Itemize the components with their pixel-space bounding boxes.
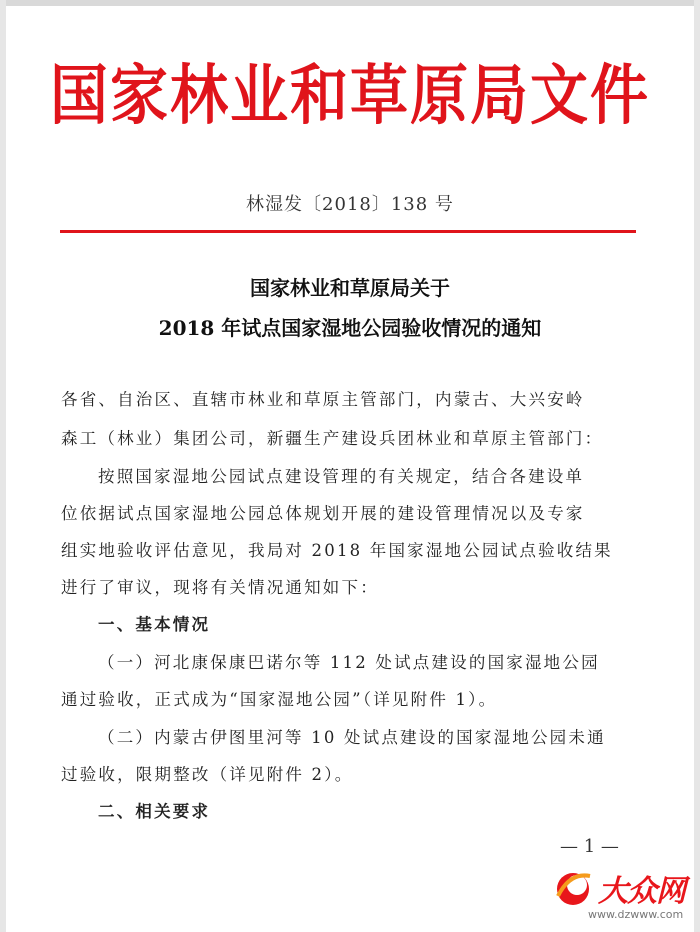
item-2-line-2: 过验收，限期整改（详见附件 2）。 [61,765,354,784]
intro-line-1: 按照国家湿地公园试点建设管理的有关规定，结合各建设单 [98,467,585,486]
issuer-header-title: 国家林业和草原局文件 [49,56,650,134]
scan-border-top [0,0,700,6]
intro-line-3: 组实地验收评估意见，我局对 2018 年国家湿地公园试点验收结果 [61,541,613,560]
watermark-brand: 大众网 [598,874,685,909]
scan-border-left [0,0,6,932]
item-1-line-2: 通过验收，正式成为“国家湿地公园”（详见附件 1）。 [61,690,498,709]
document-number: 林湿发〔2018〕138 号 [246,194,454,215]
recipients-line-1: 各省、自治区、直辖市林业和草原主管部门，内蒙古、大兴安岭 [61,390,585,409]
page-number: — 1 — [560,836,619,857]
intro-line-2: 位依据试点国家湿地公园总体规划开展的建设管理情况以及专家 [61,504,585,523]
item-1-line-1: （一）河北康保康巴诺尔等 112 处试点建设的国家湿地公园 [98,653,600,672]
document-title-line-2: 2018 年试点国家湿地公园验收情况的通知 [158,316,542,340]
red-divider-line [60,230,636,233]
item-2-line-1: （二）内蒙古伊图里河等 10 处试点建设的国家湿地公园未通 [98,728,606,747]
section-1-heading: 一、基本情况 [98,615,211,634]
document-title-line-1: 国家林业和草原局关于 [250,276,450,300]
recipients-line-2: 森工（林业）集团公司，新疆生产建设兵团林业和草原主管部门： [61,429,604,448]
dzwww-logo-icon [552,866,594,908]
site-watermark [548,864,688,924]
section-2-heading: 二、相关要求 [98,802,211,821]
watermark-url: www.dzwww.com [588,908,684,921]
scan-border-right [694,0,700,932]
intro-line-4: 进行了审议，现将有关情况通知如下： [61,578,379,597]
